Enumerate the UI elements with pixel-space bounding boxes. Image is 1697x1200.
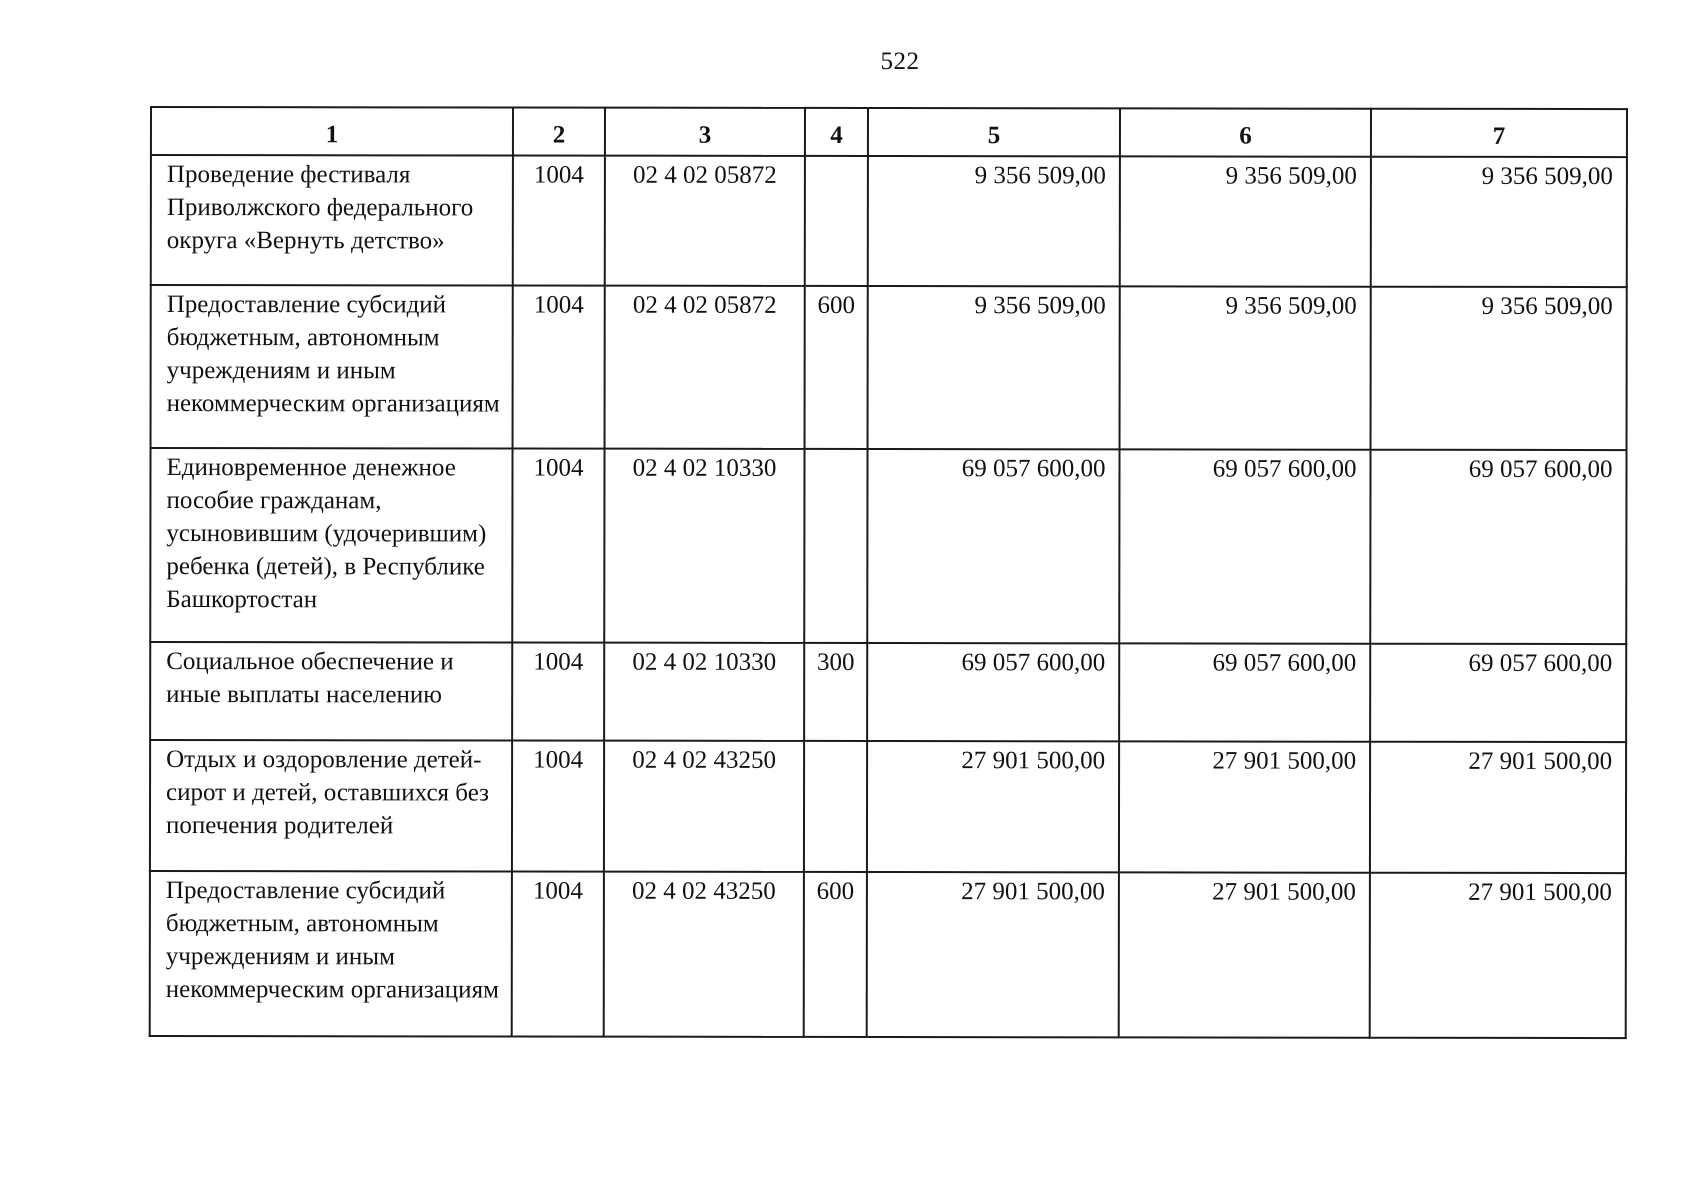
column-header-3: 3 (605, 108, 805, 156)
row-target-article: 02 4 02 43250 (604, 741, 804, 872)
row-section-code: 1004 (512, 449, 604, 643)
row-name: Социальное обеспечение и иные выплаты населению (150, 642, 512, 741)
row-name: Отдых и оздоровление детей-сирот и детей, оставшихся без попечения родителей (150, 740, 512, 872)
table-row (151, 155, 1627, 287)
row-section-code: 1004 (512, 643, 604, 741)
row-amount-year-2: 69 057 600,00 (1119, 643, 1370, 741)
row-amount-year-3: 27 901 500,00 (1370, 742, 1626, 873)
row-expense-type: 600 (804, 872, 867, 1037)
row-target-article: 02 4 02 10330 (604, 449, 804, 643)
column-header-7: 7 (1371, 109, 1627, 157)
row-name: Предоставление субсидий бюджетным, автономным учреждениям и иным некоммерческим организациям (150, 871, 512, 1037)
row-expense-type (804, 449, 867, 643)
row-amount-year-1: 27 901 500,00 (867, 872, 1119, 1037)
table-row (151, 285, 1627, 450)
row-amount-year-1: 27 901 500,00 (867, 741, 1119, 872)
row-amount-year-1: 9 356 509,00 (868, 286, 1120, 449)
row-section-code: 1004 (512, 872, 604, 1037)
row-amount-year-2: 9 356 509,00 (1120, 286, 1371, 449)
row-amount-year-1: 9 356 509,00 (868, 156, 1120, 286)
row-amount-year-1: 69 057 600,00 (867, 643, 1119, 741)
column-header-1: 1 (151, 107, 513, 156)
budget-table (149, 106, 1628, 1039)
row-expense-type: 600 (805, 286, 868, 449)
row-target-article: 02 4 02 05872 (605, 156, 805, 286)
row-amount-year-2: 27 901 500,00 (1119, 872, 1370, 1037)
table-row (150, 871, 1626, 1038)
row-amount-year-2: 69 057 600,00 (1119, 449, 1370, 643)
table-row (150, 740, 1626, 873)
row-expense-type (805, 156, 868, 286)
row-expense-type (804, 741, 867, 872)
column-header-5: 5 (868, 108, 1120, 156)
table-row (150, 448, 1626, 644)
column-header-2: 2 (513, 108, 605, 156)
row-amount-year-3: 69 057 600,00 (1370, 450, 1626, 644)
page-number: 522 (880, 48, 920, 75)
row-amount-year-3: 9 356 509,00 (1371, 157, 1627, 287)
row-amount-year-3: 69 057 600,00 (1370, 644, 1626, 742)
column-header-6: 6 (1120, 108, 1371, 156)
row-target-article: 02 4 02 10330 (604, 643, 804, 741)
row-amount-year-2: 9 356 509,00 (1120, 156, 1371, 286)
row-name: Предоставление субсидий бюджетным, автономным учреждениям и иным некоммерческим организациям (151, 285, 513, 449)
row-name: Проведение фестиваля Приволжского федерального округа «Вернуть детство» (151, 155, 513, 286)
row-name: Единовременное денежное пособие гражданам, усыновившим (удочерившим) ребенка (детей), в Республике Башкортостан (150, 448, 512, 643)
column-header-4: 4 (805, 108, 868, 156)
row-target-article: 02 4 02 43250 (604, 872, 804, 1037)
row-section-code: 1004 (512, 741, 604, 872)
row-amount-year-3: 27 901 500,00 (1370, 873, 1626, 1038)
table-row (150, 642, 1626, 742)
row-target-article: 02 4 02 05872 (605, 286, 805, 449)
row-section-code: 1004 (513, 286, 605, 449)
table-header-row (151, 107, 1627, 157)
row-expense-type: 300 (804, 643, 867, 741)
row-amount-year-3: 9 356 509,00 (1371, 287, 1627, 450)
row-amount-year-2: 27 901 500,00 (1119, 741, 1370, 872)
row-section-code: 1004 (513, 156, 605, 286)
row-amount-year-1: 69 057 600,00 (867, 449, 1119, 643)
